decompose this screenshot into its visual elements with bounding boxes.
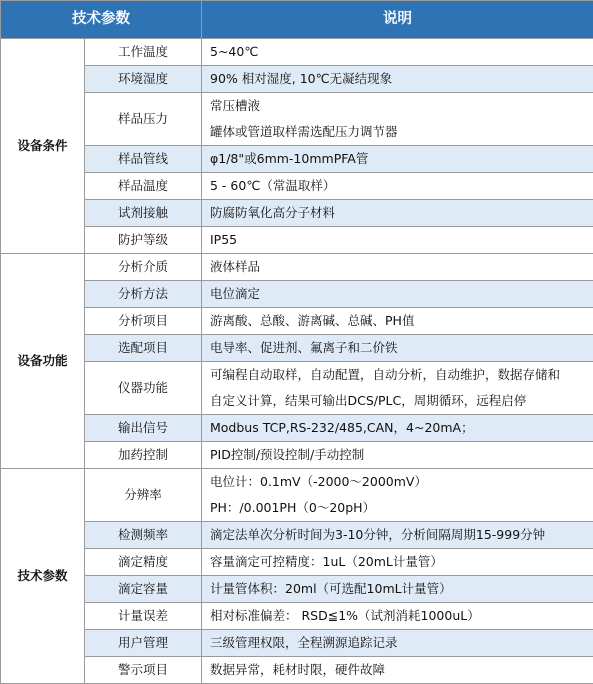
table-row xyxy=(1,442,593,469)
description-line: IP55 xyxy=(210,227,593,253)
description-line: 相对标准偏差： RSD≦1%（试剂消耗1000uL） xyxy=(210,603,593,629)
description-line: 计量管体积：20ml（可选配10mL计量管） xyxy=(210,576,593,602)
table-row xyxy=(1,362,593,415)
header-desc: 说明 xyxy=(202,1,593,39)
description-line: Modbus TCP,RS-232/485,CAN，4~20mA； xyxy=(210,415,593,441)
param-name: 分析介质 xyxy=(85,254,202,281)
description-line: 游离酸、总酸、游离碱、总碱、PH值 xyxy=(210,308,593,334)
description-line: 数据异常，耗材时限，硬件故障 xyxy=(210,657,593,683)
description-line: 滴定法单次分析时间为3-10分钟，分析间隔周期15-999分钟 xyxy=(210,522,593,548)
param-name: 检测频率 xyxy=(85,522,202,549)
param-name: 输出信号 xyxy=(85,415,202,442)
description-line: 电位计：0.1mV（-2000～2000mV） xyxy=(210,469,593,495)
param-description xyxy=(202,93,593,146)
param-name: 用户管理 xyxy=(85,630,202,657)
description-line: 罐体或管道取样需选配压力调节器 xyxy=(210,119,593,145)
table-row xyxy=(1,200,593,227)
description-line: 三级管理权限，全程溯源追踪记录 xyxy=(210,630,593,656)
param-name: 样品温度 xyxy=(85,173,202,200)
param-name: 防护等级 xyxy=(85,227,202,254)
description-line: 常压槽液 xyxy=(210,93,593,119)
param-name: 分析方法 xyxy=(85,281,202,308)
table-row xyxy=(1,657,593,684)
param-description xyxy=(202,146,593,173)
param-name: 滴定容量 xyxy=(85,576,202,603)
param-description xyxy=(202,173,593,200)
param-description xyxy=(202,281,593,308)
group-label: 设备功能 xyxy=(1,254,85,469)
param-description xyxy=(202,415,593,442)
param-name: 试剂接触 xyxy=(85,200,202,227)
param-name: 样品管线 xyxy=(85,146,202,173)
table-row xyxy=(1,603,593,630)
table-row xyxy=(1,415,593,442)
param-description xyxy=(202,362,593,415)
description-line: 自定义计算，结果可输出DCS/PLC，周期循环，远程启停 xyxy=(210,388,593,414)
description-line: 90% 相对湿度, 10℃无凝结现象 xyxy=(210,66,593,92)
table-row xyxy=(1,308,593,335)
description-line: 液体样品 xyxy=(210,254,593,280)
param-description xyxy=(202,522,593,549)
table-row xyxy=(1,66,593,93)
description-line: 容量滴定可控精度：1uL（20mL计量管） xyxy=(210,549,593,575)
table-row xyxy=(1,522,593,549)
param-name: 样品压力 xyxy=(85,93,202,146)
group-label: 技术参数 xyxy=(1,469,85,684)
description-line: PID控制/预设控制/手动控制 xyxy=(210,442,593,468)
param-description xyxy=(202,227,593,254)
table-row xyxy=(1,469,593,522)
description-line: 电导率、促进剂、氟离子和二价铁 xyxy=(210,335,593,361)
description-line: 可编程自动取样，自动配置，自动分析，自动维护，数据存储和 xyxy=(210,362,593,388)
table-row xyxy=(1,576,593,603)
param-description xyxy=(202,657,593,684)
header-param: 技术参数 xyxy=(1,1,202,39)
table-row xyxy=(1,281,593,308)
param-name: 选配项目 xyxy=(85,335,202,362)
param-name: 加药控制 xyxy=(85,442,202,469)
table-row xyxy=(1,93,593,146)
param-description xyxy=(202,66,593,93)
param-name: 警示项目 xyxy=(85,657,202,684)
group-label: 设备条件 xyxy=(1,39,85,254)
param-name: 分析项目 xyxy=(85,308,202,335)
table-row xyxy=(1,549,593,576)
param-description xyxy=(202,549,593,576)
description-line: 5~40℃ xyxy=(210,39,593,65)
param-description xyxy=(202,39,593,66)
param-description xyxy=(202,442,593,469)
param-name: 计量误差 xyxy=(85,603,202,630)
table-header-row xyxy=(1,1,593,39)
table-row xyxy=(1,227,593,254)
param-description xyxy=(202,576,593,603)
description-line: 防腐防氧化高分子材料 xyxy=(210,200,593,226)
param-name: 环境湿度 xyxy=(85,66,202,93)
table-row xyxy=(1,39,593,66)
table-row xyxy=(1,335,593,362)
param-description xyxy=(202,469,593,522)
table-row xyxy=(1,254,593,281)
description-line: PH：/0.001PH（0～20pH） xyxy=(210,495,593,521)
param-description xyxy=(202,603,593,630)
param-description xyxy=(202,200,593,227)
param-name: 仪器功能 xyxy=(85,362,202,415)
param-description xyxy=(202,254,593,281)
description-line: 5 - 60℃（常温取样） xyxy=(210,173,593,199)
param-description xyxy=(202,630,593,657)
param-name: 工作温度 xyxy=(85,39,202,66)
description-line: φ1/8"或6mm-10mmPFA管 xyxy=(210,146,593,172)
param-description xyxy=(202,308,593,335)
param-description xyxy=(202,335,593,362)
param-name: 分辨率 xyxy=(85,469,202,522)
param-name: 滴定精度 xyxy=(85,549,202,576)
table-row xyxy=(1,173,593,200)
description-line: 电位滴定 xyxy=(210,281,593,307)
table-row xyxy=(1,146,593,173)
table-row xyxy=(1,630,593,657)
